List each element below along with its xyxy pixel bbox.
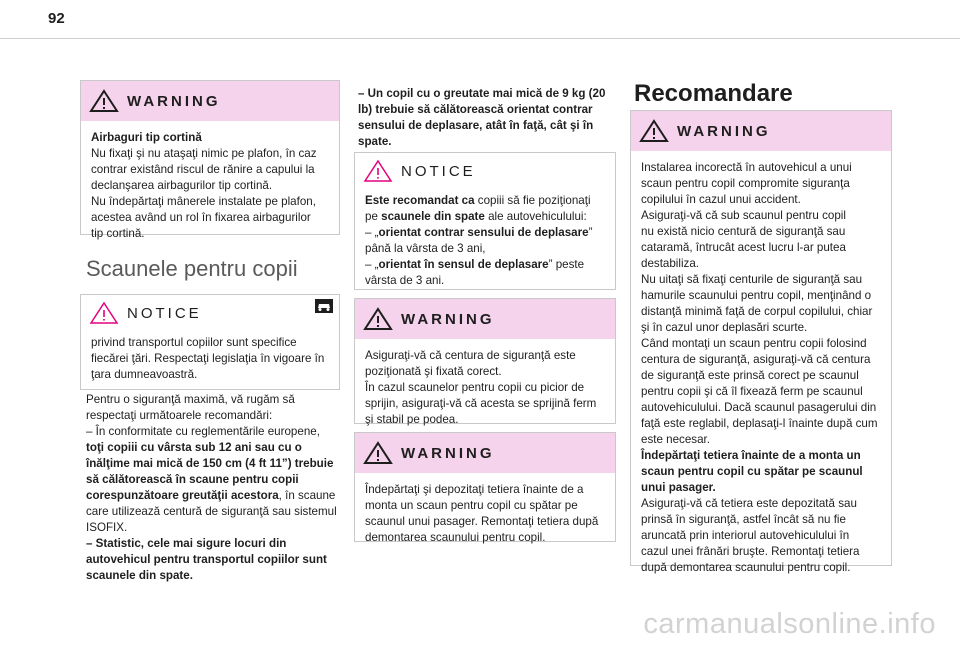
notice-text: – „	[365, 258, 379, 271]
warning-line: În cazul scaunelor pentru copii cu picior de	[365, 381, 585, 394]
notice-text: – „	[365, 226, 379, 239]
warning-line: centura de siguranţă, asiguraţi-vă că centura	[641, 353, 871, 366]
warning-line: după demontarea scaunului pentru copil.	[641, 561, 851, 574]
warning-label: WARNING	[401, 310, 495, 328]
body-text: , în scaune	[278, 489, 336, 502]
warning-line: de siguranţă este prinsă corect pe scaunul	[641, 369, 859, 382]
notice-text: ”	[588, 226, 593, 239]
warning-line: Nu uitaţi să fixaţi centurile de siguranţă sau	[641, 273, 863, 286]
warning-line: poziţionată şi fixată corect.	[365, 365, 502, 378]
warning-line: hamurile scaunului pentru copil, menţinând o	[641, 289, 872, 302]
section-title-child-seats: Scaunele pentru copii	[86, 256, 298, 281]
watermark: carmanualsonline.info	[643, 608, 936, 640]
warning-header	[355, 433, 615, 473]
warning-label: WARNING	[401, 444, 495, 462]
intro-line: lb) trebuie să călătorească orientat contrar	[358, 103, 593, 116]
body-bold: corespunzătoare greutăţii acestora	[86, 489, 279, 502]
intro-line: sensului de deplasare, atât în faţă, cât şi în	[358, 119, 594, 132]
warning-box-curtain-airbags	[80, 80, 340, 240]
warning-triangle-icon	[89, 89, 119, 113]
notice-line: privind transportul copiilor sunt specifice	[91, 336, 297, 349]
warning-line: acestea având un rol în fixarea airbagurilor	[91, 211, 311, 224]
notice-header	[81, 295, 339, 331]
notice-line	[365, 193, 605, 209]
top-divider	[0, 38, 960, 39]
warning-line: autovehiculului. Dacă scaunul pasagerului din	[641, 401, 877, 414]
body-line	[86, 488, 346, 504]
warning-line: copilului în cazul unui accident.	[641, 193, 801, 206]
notice-label: NOTICE	[127, 304, 202, 322]
warning-line: Asiguraţi-vă că centura de siguranţă este	[365, 349, 576, 362]
warning-line: destabiliza.	[641, 257, 700, 270]
warning-line: monta un scaun pentru copil cu spătar pe	[365, 499, 578, 512]
notice-triangle-icon	[89, 301, 119, 325]
warning-line: Asiguraţi-vă că sub scaunul pentru copil	[641, 209, 846, 222]
warning-label: WARNING	[677, 122, 771, 140]
warning-line: Îndepărtaţi şi depozitaţi tetiera înainte de a	[365, 483, 584, 496]
warning-header	[631, 111, 891, 151]
warning-triangle-icon	[363, 441, 393, 465]
warning-box-seatbelt	[354, 298, 616, 424]
warning-line: distanţă minimă faţă de corpul copilului, chiar	[641, 305, 873, 318]
intro-line: spate.	[358, 135, 392, 148]
body-line: scaunele din spate.	[86, 569, 193, 582]
warning-line: şi în cazul unor deplasări scurte.	[641, 321, 808, 334]
body-line: toţi copiii cu vârsta sub 12 ani sau cu o	[86, 441, 302, 454]
warning-box-installation	[630, 110, 892, 574]
warning-line: pentru copii şi că îl fixează ferm pe scaunul	[641, 385, 863, 398]
warning-line: este necesar.	[641, 433, 710, 446]
warning-line: tip cortină.	[91, 227, 145, 240]
warning-line-bold: scaun pentru copil cu spătar pe scaunul	[641, 465, 863, 478]
notice-header	[355, 153, 615, 189]
notice-triangle-icon	[363, 159, 393, 183]
notice-line	[365, 257, 605, 273]
body-line: înălţime mai mică de 150 cm (4 ft 11”) trebuie	[86, 457, 334, 470]
warning-body	[81, 121, 339, 252]
body-line: care utilizează centură de siguranţă sau sistemul	[86, 505, 337, 518]
warning-line: Când montaţi un scaun pentru copii folosind	[641, 337, 867, 350]
warning-line: declanşarea airbagurilor tip cortină.	[91, 179, 273, 192]
section-title-recommendation: Recomandare	[634, 80, 793, 107]
notice-bold: orientat în sensul de deplasare	[378, 258, 549, 271]
notice-line	[365, 225, 605, 241]
warning-title: Airbaguri tip cortină	[91, 131, 202, 144]
warning-line-bold: unui pasager.	[641, 481, 716, 494]
warning-line: şi stabil pe podea.	[365, 413, 459, 426]
body-line: ISOFIX.	[86, 521, 128, 534]
warning-line: sprijin, asiguraţi-vă că acesta se sprijină ferm	[365, 397, 597, 410]
body-line: autovehicul pentru transportul copiilor sunt	[86, 553, 327, 566]
notice-bold: scaunele din spate	[381, 210, 485, 223]
warning-line-bold: Îndepărtaţi tetiera înainte de a monta un	[641, 449, 861, 462]
warning-line: demontarea scaunului pentru copil.	[365, 531, 546, 544]
warning-line: scaunul unui pasager. Remontaţi tetiera după	[365, 515, 599, 528]
body-line: – În conformitate cu reglementările europene,	[86, 425, 320, 438]
notice-line: ţara dumneavoastră.	[91, 368, 198, 381]
warning-header	[81, 81, 339, 121]
warning-line: Instalarea incorectă în autovehicul a unui	[641, 161, 852, 174]
notice-text: ” peste	[548, 258, 585, 271]
notice-text: copiii să fie poziţionaţi	[474, 194, 591, 207]
notice-body	[355, 189, 615, 299]
body-line: – Statistic, cele mai sigure locuri din	[86, 537, 287, 550]
body-line: Pentru o siguranţă maximă, vă rugăm să	[86, 393, 295, 406]
warning-line: prinsă în siguranţă, astfel încât să nu fie	[641, 513, 846, 526]
warning-line: Nu îndepărtaţi mânerele instalate pe plafon,	[91, 195, 316, 208]
warning-line: faţă este reglabil, deplasaţi-l înainte după cum	[641, 417, 878, 430]
warning-triangle-icon	[639, 119, 669, 143]
warning-line: Asiguraţi-vă că tetiera este depozitată sau	[641, 497, 857, 510]
body-line: să călătorească în scaune pentru copii	[86, 473, 299, 486]
warning-line: nu există nicio centură de siguranţă sau	[641, 225, 846, 238]
warning-line: cazul unei frânări bruşte. Remontaţi tetiera	[641, 545, 860, 558]
notice-text: pe	[365, 210, 382, 223]
notice-line: fiecărei ţări. Respectaţi legislaţia în vigoare în	[91, 352, 325, 365]
warning-header	[355, 299, 615, 339]
warning-box-headrest	[354, 432, 616, 542]
warning-line: aruncată prin interiorul autovehiculului în	[641, 529, 850, 542]
warning-line: Nu fixaţi şi nu ataşaţi nimic pe plafon, în caz	[91, 147, 317, 160]
notice-line: vârsta de 3 ani.	[365, 274, 445, 287]
page-number: 92	[48, 10, 65, 27]
warning-line: contrar existând riscul de rănire a capului la	[91, 163, 315, 176]
notice-bold: Este recomandat ca	[365, 194, 475, 207]
body-line: respectaţi următoarele recomandări:	[86, 409, 273, 422]
warning-body	[631, 151, 891, 586]
notice-bold: orientat contrar sensului de deplasare	[378, 226, 589, 239]
notice-box-child-transport	[80, 294, 340, 390]
notice-line	[365, 209, 605, 225]
warning-line: cataramă, întrucât acest lucru l-ar putea	[641, 241, 846, 254]
car-icon	[315, 299, 333, 313]
warning-body	[355, 339, 615, 438]
notice-text: ale autovehiculului:	[484, 210, 587, 223]
infant-orientation-text	[358, 86, 623, 150]
intro-line: – Un copil cu o greutate mai mică de 9 kg (20	[358, 87, 606, 100]
child-seat-recommendations-text	[86, 392, 346, 584]
warning-triangle-icon	[363, 307, 393, 331]
notice-label: NOTICE	[401, 162, 476, 180]
notice-line: până la vârsta de 3 ani,	[365, 242, 486, 255]
warning-body	[355, 473, 615, 556]
notice-body	[81, 331, 339, 393]
warning-line: scaun pentru copil compromite siguranţa	[641, 177, 850, 190]
notice-box-rear-seats	[354, 152, 616, 290]
warning-label: WARNING	[127, 92, 221, 110]
